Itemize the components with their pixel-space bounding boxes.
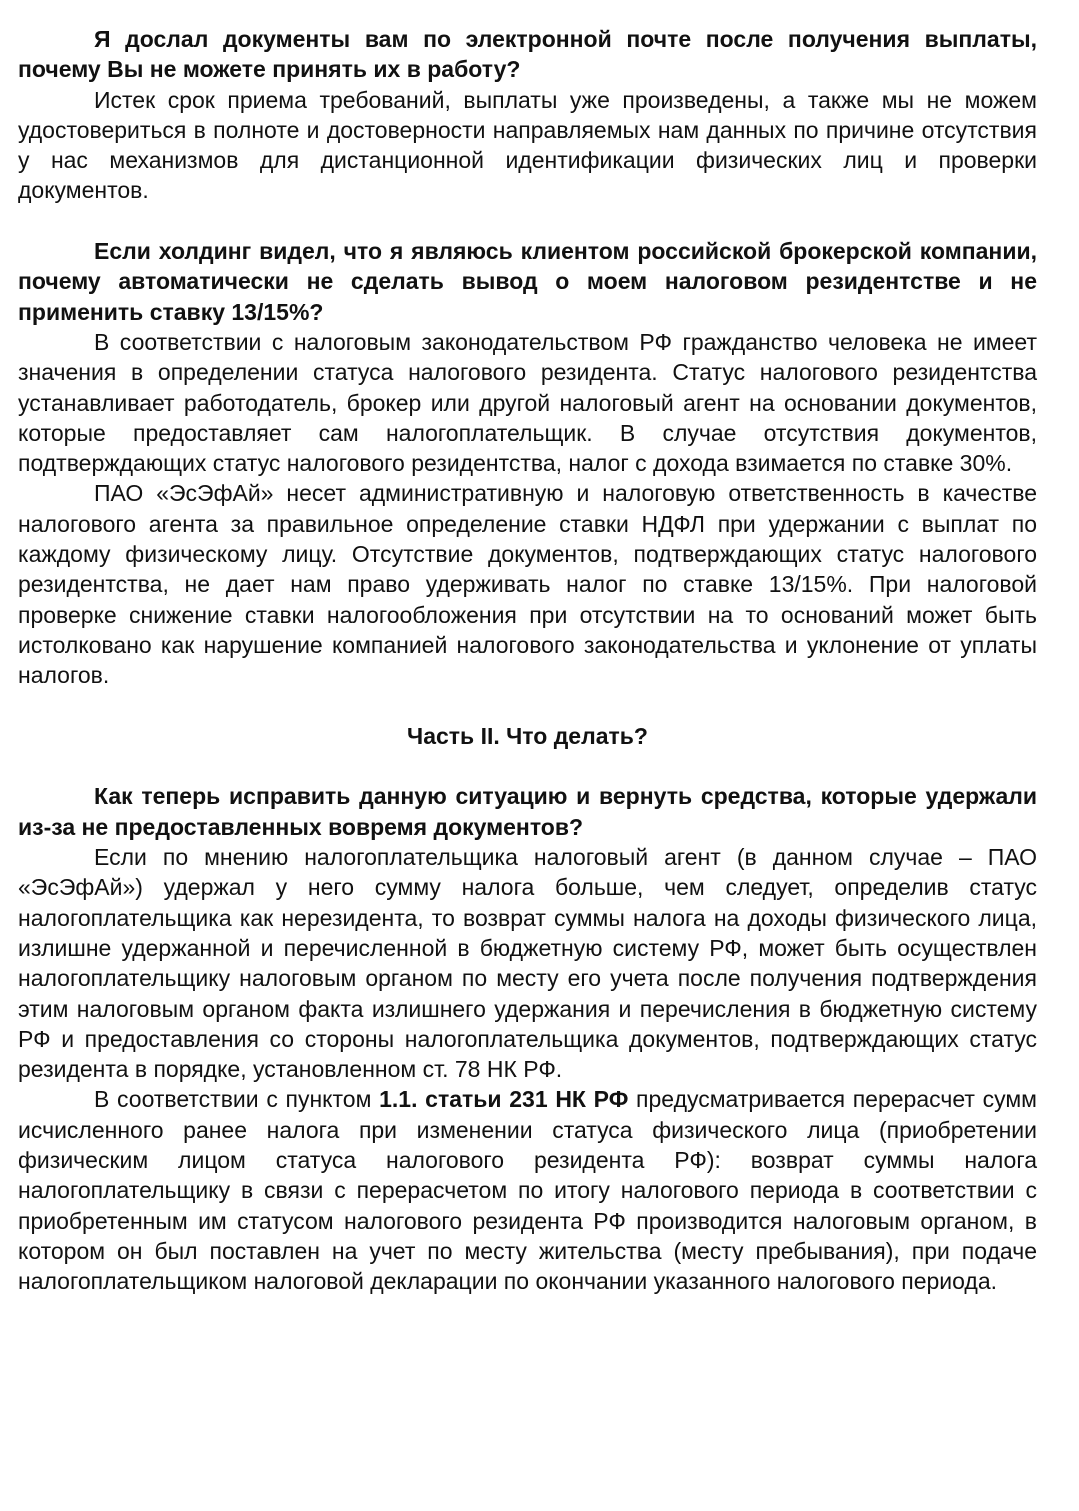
question-heading: Если холдинг видел, что я являюсь клиентом российской брокерской компании, почему автоматически не сделать вывод о моем налоговом резидентстве и не применить ставку 13/15%? bbox=[18, 238, 1037, 325]
answer-text: предусматривается перерасчет сумм исчисленного ранее налога при изменении статуса физического лица (приобретении физическим лицом статуса налогового резидента РФ): возврат суммы налога налогоплательщику в связи с перерасчетом по итогу налогового периода в соответствии с приобретенным им статусом налогового резидента РФ производится налоговым органом, в котором он был поставлен на учет по месту жительства (месту пребывания), при подаче налогоплательщиком налоговой декларации по окончании указанного налогового периода. bbox=[18, 1086, 1037, 1295]
answer-paragraph: Если по мнению налогоплательщика налоговый агент (в данном случае – ПАО «ЭсЭфАй») удержал у него сумму налога больше, чем следует, определив статус налогоплательщика как нерезидента, то возврат суммы налога на доходы физического лица, излишне удержанной и перечисленной в бюджетную систему РФ, может быть осуществлен налогоплательщику налоговым органом по месту его учета после получения подтверждения этим налоговым органом факта излишнего удержания и перечисления в бюджетную систему РФ и предоставления со стороны налогоплательщика документов, подтверждающих статус резидента в порядке, установленном ст. 78 НК РФ. bbox=[18, 844, 1037, 1083]
question-heading: Я дослал документы вам по электронной почте после получения выплаты, почему Вы не можете принять их в работу? bbox=[18, 26, 1037, 83]
answer-text: В соответствии с пунктом bbox=[94, 1086, 380, 1113]
spacer bbox=[18, 751, 1037, 781]
law-reference: 1.1. статьи 231 НК РФ bbox=[379, 1086, 629, 1113]
spacer bbox=[18, 206, 1037, 236]
answer-paragraph: Истек срок приема требований, выплаты уже произведены, а также мы не можем удостовериться в полноте и достоверности направляемых нам данных по причине отсутствия у нас механизмов для дистанционной идентификации физических лиц и проверки документов. bbox=[18, 86, 1037, 204]
answer-paragraph bbox=[18, 1084, 1037, 1296]
part-heading: Часть II. Что делать? bbox=[407, 722, 648, 749]
question-heading: Как теперь исправить данную ситуацию и вернуть средства, которые удержали из-за не предоставленных вовремя документов? bbox=[18, 783, 1037, 840]
spacer bbox=[18, 691, 1037, 721]
answer-paragraph: ПАО «ЭсЭфАй» несет административную и налоговую ответственность в качестве налогового агента за правильное определение ставки НДФЛ при удержании с выплат по каждому физическому лицу. Отсутствие документов, подтверждающих статус налогового резидентства, не дает нам право удерживать налог по ставке 13/15%. При налоговой проверке снижение ставки налогообложения при отсутствии на то оснований может быть истолковано как нарушение компанией налогового законодательства и уклонение от уплаты налогов. bbox=[18, 480, 1037, 689]
answer-paragraph: В соответствии с налоговым законодательством РФ гражданство человека не имеет значения в определении статуса налогового резидента. Статус налогового резидентства устанавливает работодатель, брокер или другой налоговый агент на основании документов, которые предоставляет сам налогоплательщик. В случае отсутствия документов, подтверждающих статус налогового резидентства, налог с дохода взимается по ставке 30%. bbox=[18, 328, 1037, 477]
document-page bbox=[18, 24, 1037, 1296]
